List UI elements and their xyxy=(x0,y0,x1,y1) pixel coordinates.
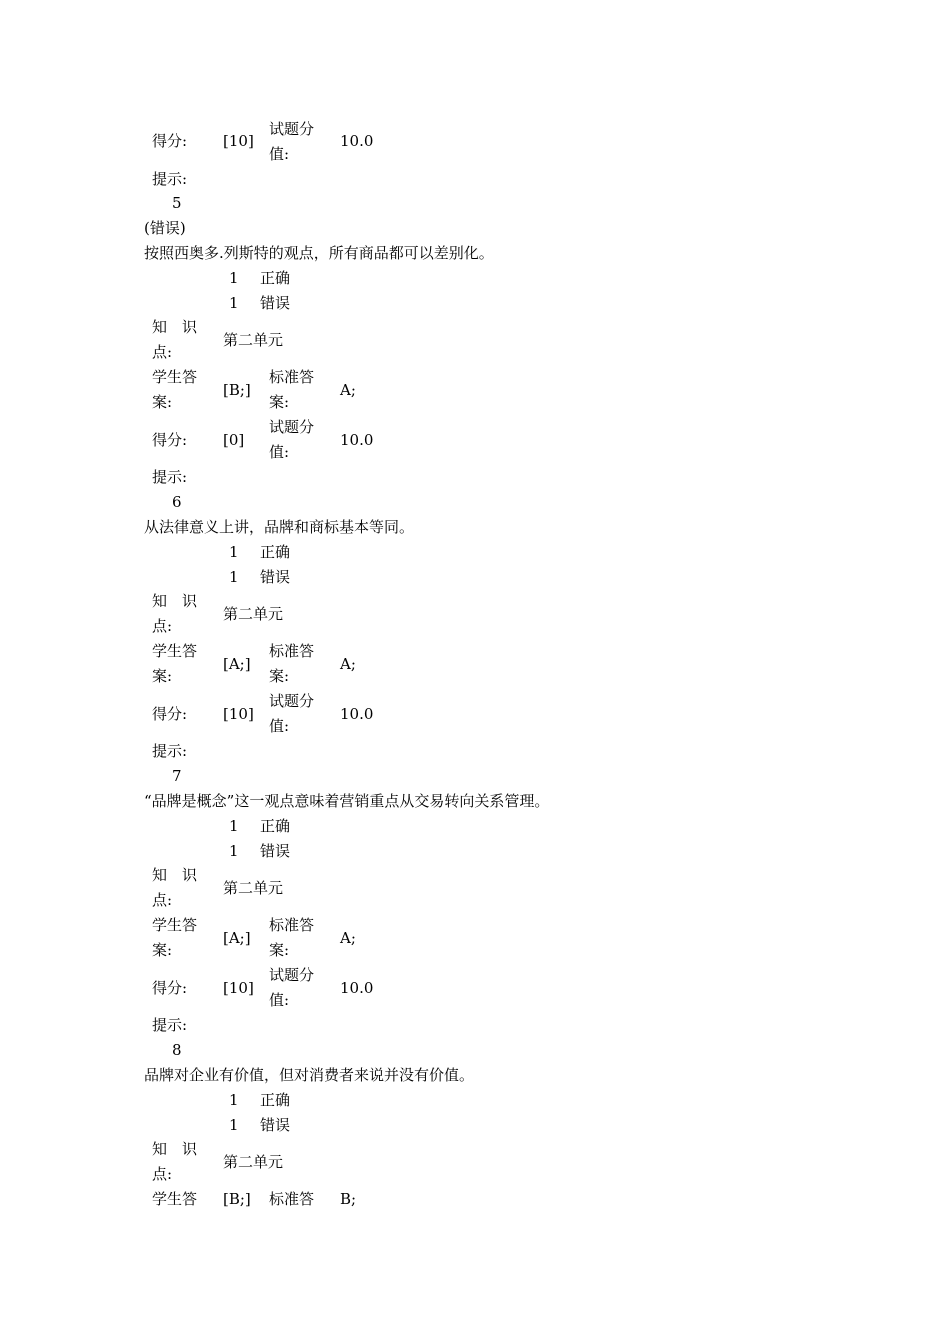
option-bullet[interactable]: 1 xyxy=(229,568,239,586)
option-false[interactable]: 错误 xyxy=(260,1116,291,1134)
score-label: 得分: xyxy=(152,431,188,449)
question-status: (错误) xyxy=(144,219,186,237)
score-value: [10] xyxy=(223,132,254,150)
question-number: 5 xyxy=(172,194,182,212)
knowledge-point-label-cont: 点: xyxy=(152,343,173,361)
knowledge-point-label-cont: 点: xyxy=(152,891,173,909)
standard-answer: A; xyxy=(340,929,356,947)
knowledge-point-value: 第二单元 xyxy=(223,1153,284,1171)
score-value: [10] xyxy=(223,705,254,723)
option-bullet[interactable]: 1 xyxy=(229,842,239,860)
knowledge-point-label: 知 识 xyxy=(152,1140,198,1158)
student-answer-label: 学生答 xyxy=(152,642,198,660)
question-value: 10.0 xyxy=(340,705,374,723)
student-answer-label: 学生答 xyxy=(152,916,198,934)
option-false[interactable]: 错误 xyxy=(260,568,291,586)
option-bullet[interactable]: 1 xyxy=(229,817,239,835)
score-label: 得分: xyxy=(152,705,188,723)
student-answer-label: 学生答 xyxy=(152,1190,198,1208)
standard-answer-label-cont: 案: xyxy=(269,941,290,959)
standard-answer: A; xyxy=(340,381,356,399)
option-false[interactable]: 错误 xyxy=(260,842,291,860)
standard-answer-label: 标准答 xyxy=(269,368,315,386)
student-answer: [B;] xyxy=(223,1190,251,1208)
student-answer-label-cont: 案: xyxy=(152,667,173,685)
student-answer-label-cont: 案: xyxy=(152,393,173,411)
hint-label: 提示: xyxy=(152,1016,188,1034)
knowledge-point-value: 第二单元 xyxy=(223,331,284,349)
question-value-label-cont: 值: xyxy=(269,717,290,735)
knowledge-point-value: 第二单元 xyxy=(223,879,284,897)
question-text: 按照西奥多.列斯特的观点，所有商品都可以差别化。 xyxy=(144,244,494,262)
knowledge-point-label-cont: 点: xyxy=(152,1165,173,1183)
knowledge-point-value: 第二单元 xyxy=(223,605,284,623)
option-true[interactable]: 正确 xyxy=(260,543,291,561)
score-label: 得分: xyxy=(152,132,188,150)
option-bullet[interactable]: 1 xyxy=(229,1091,239,1109)
question-number: 8 xyxy=(172,1041,182,1059)
standard-answer-label: 标准答 xyxy=(269,642,315,660)
question-value: 10.0 xyxy=(340,979,374,997)
option-true[interactable]: 正确 xyxy=(260,1091,291,1109)
student-answer: [A;] xyxy=(223,929,251,947)
standard-answer-label-cont: 案: xyxy=(269,667,290,685)
question-text: 从法律意义上讲，品牌和商标基本等同。 xyxy=(144,518,415,536)
student-answer: [A;] xyxy=(223,655,251,673)
question-value-label-cont: 值: xyxy=(269,991,290,1009)
question-text: “品牌是概念”这一观点意味着营销重点从交易转向关系管理。 xyxy=(144,792,550,810)
question-number: 7 xyxy=(172,767,182,785)
knowledge-point-label: 知 识 xyxy=(152,318,198,336)
hint-label: 提示: xyxy=(152,742,188,760)
question-text: 品牌对企业有价值，但对消费者来说并没有价值。 xyxy=(144,1066,475,1084)
standard-answer-label-cont: 案: xyxy=(269,393,290,411)
question-value-label-cont: 值: xyxy=(269,443,290,461)
standard-answer: B; xyxy=(340,1190,357,1208)
question-value: 10.0 xyxy=(340,132,374,150)
question-value-label: 试题分 xyxy=(269,418,315,436)
score-label: 得分: xyxy=(152,979,188,997)
question-value-label: 试题分 xyxy=(269,120,315,138)
option-true[interactable]: 正确 xyxy=(260,269,291,287)
option-true[interactable]: 正确 xyxy=(260,817,291,835)
score-value: [10] xyxy=(223,979,254,997)
standard-answer: A; xyxy=(340,655,356,673)
standard-answer-label: 标准答 xyxy=(269,1190,315,1208)
question-value-label: 试题分 xyxy=(269,966,315,984)
question-value-label: 试题分 xyxy=(269,692,315,710)
student-answer-label-cont: 案: xyxy=(152,941,173,959)
student-answer-label: 学生答 xyxy=(152,368,198,386)
option-bullet[interactable]: 1 xyxy=(229,1116,239,1134)
student-answer: [B;] xyxy=(223,381,251,399)
question-value: 10.0 xyxy=(340,431,374,449)
question-value-label-cont: 值: xyxy=(269,145,290,163)
hint-label: 提示: xyxy=(152,170,188,188)
knowledge-point-label: 知 识 xyxy=(152,866,198,884)
question-number: 6 xyxy=(172,493,182,511)
hint-label: 提示: xyxy=(152,468,188,486)
standard-answer-label: 标准答 xyxy=(269,916,315,934)
option-false[interactable]: 错误 xyxy=(260,294,291,312)
knowledge-point-label-cont: 点: xyxy=(152,617,173,635)
knowledge-point-label: 知 识 xyxy=(152,592,198,610)
option-bullet[interactable]: 1 xyxy=(229,294,239,312)
option-bullet[interactable]: 1 xyxy=(229,269,239,287)
score-value: [0] xyxy=(223,431,245,449)
option-bullet[interactable]: 1 xyxy=(229,543,239,561)
